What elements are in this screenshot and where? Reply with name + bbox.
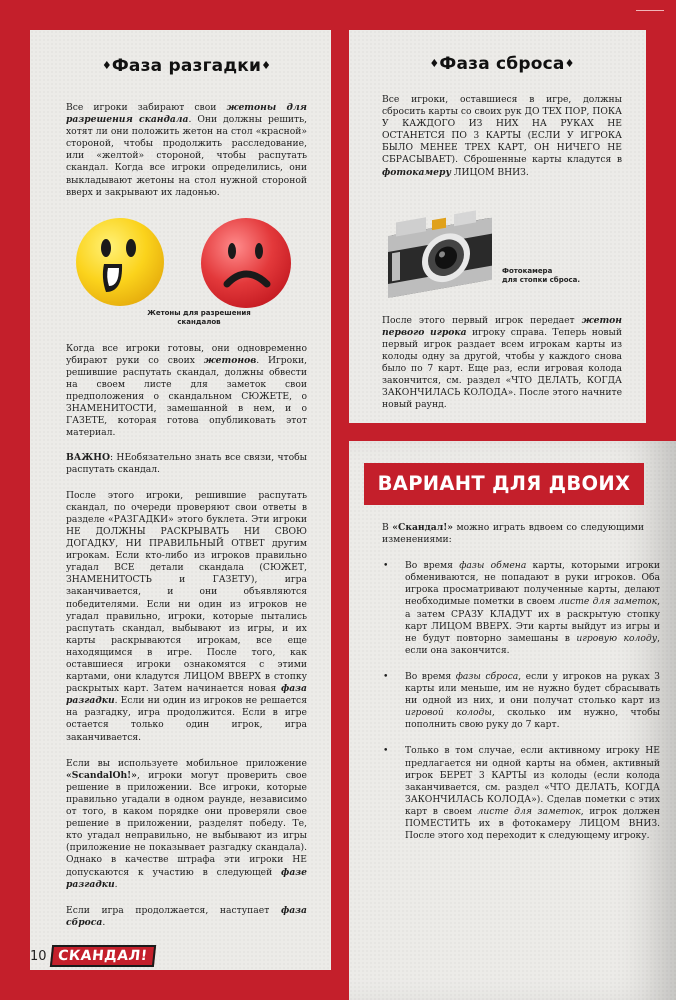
bullet-icon: •	[383, 670, 389, 682]
red-sad-token-icon	[201, 218, 291, 308]
diamond-icon: ♦	[564, 57, 575, 70]
game-logo: СКАНДАЛ!	[49, 945, 155, 967]
bullet-icon: •	[383, 745, 389, 757]
paragraph: Если игра продолжается, наступает фаза сброса.	[66, 904, 307, 928]
paragraph: После этого первый игрок передает жетон первого игрока игроку справа. Теперь новый первый игрок раздает всем игрокам карты из колоды одну за другой, чтобы у каждого снова было по 7 карт. Еще раз, если игровая колода закончится, см. раздел «ЧТО ДЕЛАТЬ, КОГДА ЗАКОНЧИЛАСЬ КОЛОДА». После этого начните новый раунд.	[382, 314, 622, 411]
diamond-icon: ♦	[101, 59, 112, 72]
paragraph: Если вы используете мобильное приложение «ScandalOh!», игроки могут проверить свое решение в приложении. Все игроки, которые правильно угадали в одном раунде, независимо от того, в каком порядке они проверяли свое решение в приложении, разделят победу. Те, кто угадал неправильно, не выбывают из игры (приложение не показывает разгадку скандала). Однако в качестве штрафа эти игроки НЕ допускаются к участию в следующей фазе разгадки.	[66, 757, 307, 890]
page-footer	[30, 944, 154, 968]
list-item: • Только в том случае, если активному игроку НЕ предлагается ни одной карты на обмен, активный игрок БЕРЕТ 3 КАРТЫ из колоды (если колода заканчивается, см. раздел «ЧТО ДЕЛАТЬ, КОГДА ЗАКОНЧИЛАСЬ КОЛОДА»). Сделав пометки с этих карт в своем листе для заметок, игрок должен ПОМЕСТИТЬ их в фотокамеру ЛИЦОМ ВНИЗ. После этого ход переходит к следующему игроку.	[383, 745, 660, 842]
yellow-smiley-token-icon	[76, 218, 164, 306]
discard-phase-title	[382, 54, 622, 74]
paragraph: В «Скандал!» можно играть вдвоем со следующими изменениями:	[382, 522, 644, 546]
paragraph: Все игроки, оставшиеся в игре, должны сбросить карты со своих рук ДО ТЕХ ПОР, ПОКА У КАЖДОГО ИЗ НИХ НА РУКАХ НЕ ОСТАНЕТСЯ ПО 3 КАРТЫ (ЕСЛИ У ИГРОКА БЫЛО МЕНЕЕ ТРЕХ КАРТ, ОН НИЧЕГО НЕ СБРАСЫВАЕТ). Сброшенные карты кладутся в фотокамеру ЛИЦОМ ВНИЗ.	[382, 94, 622, 178]
diamond-icon: ♦	[429, 57, 440, 70]
paragraph: После этого игроки, решившие распутать скандал, по очереди проверяют свои ответы в разделе «РАЗГАДКИ» этого буклета. Эти игроки НЕ ДОЛЖНЫ РАСКРЫВАТЬ НИ СВОЮ ДОГАДКУ, НИ ПРАВИЛЬНЫЙ ОТВЕТ другим игрокам. Если кто-либо из игроков правильно угадал ВСЕ детали скандала (СЮЖЕТ, ЗНАМЕНИТОСТЬ и ГАЗЕТУ), игра заканчивается, и они объявляются победителями. Если ни один из игроков не угадал правильно, игроки, которые пытались распутать скандал, выбывают из игры, и их карты раскрываются игрокам, все еще находящимся в игре. После того, как оставшиеся игроки ознакомятся с этими картами, они кладутся ЛИЦОМ ВВЕРХ в стопку раскрытых карт. Затем начинается новая фаза разгадки. Если ни один из игроков не решается на разгадку, игра продолжится. Если в игре остается только один игрок, игра заканчивается.	[66, 489, 307, 743]
camera-caption: Фотокамера для стопки сброса.	[502, 266, 581, 284]
list-item: • Во время фазы обмена карты, которыми игроки обмениваются, не попадают в руки игроков. Оба игрока просматривают полученные карты, делают необходимые пометки в своем листе для заметок, а затем СРАЗУ КЛАДУТ их в раскрытую стопку карт ЛИЦОМ ВВЕРХ. Эти карты выйдут из игры и не будут повторно замешаны в игровую колоду, если она закончится.	[383, 560, 660, 656]
tokens-illustration	[66, 215, 307, 326]
list-item: • Во время фазы сброса, если у игроков на руках 3 карты или меньше, им не нужно будет сбрасывать ни одной из них, и они получат столько карт из игровой колоды, сколько им нужно, чтобы пополнить свою руку до 7 карт.	[383, 670, 661, 731]
two-player-banner: ВАРИАНТ ДЛЯ ДВОИХ	[364, 463, 644, 505]
camera-illustration	[382, 197, 622, 305]
variant-rules-list	[382, 560, 676, 842]
two-player-variant-panel	[349, 441, 676, 1000]
paragraph: Все игроки забирают свои жетоны для разрешения скандала. Они должны решить, хотят ли они положить жетон на стол «красной» стороной, чтобы продолжить расследование, или «желтой» стороной, чтобы распутать скандал. Когда все игроки определились, они выкладывают жетоны на стол нужной стороной вверх и закрывают их ладонью.	[66, 102, 307, 198]
discovery-phase-panel	[30, 30, 331, 970]
bullet-icon: •	[383, 560, 389, 572]
corner-line	[636, 10, 664, 11]
tokens-caption: Жетоны для разрешения скандалов	[147, 308, 251, 326]
page-number: 10	[30, 948, 47, 964]
diamond-icon: ♦	[261, 59, 272, 72]
camera-icon	[382, 197, 500, 305]
discard-phase-panel	[349, 30, 646, 423]
paragraph: ВАЖНО: НЕобязательно знать все связи, чтобы распутать скандал.	[66, 451, 307, 475]
discovery-phase-title-text: Фаза разгадки	[111, 56, 262, 76]
paragraph: Когда все игроки готовы, они одновременно убирают руки со своих жетонов. Игроки, решившие распутать скандал, должны обвести на своем листе для заметок свои предположения о скандальном СЮЖЕТЕ, о ЗНАМЕНИТОСТИ, замешанной в нем, и о ГАЗЕТЕ, которая готова опубликовать этот материал.	[66, 342, 307, 439]
discovery-phase-title	[66, 56, 307, 76]
discard-phase-title-text: Фаза сброса	[439, 54, 565, 74]
